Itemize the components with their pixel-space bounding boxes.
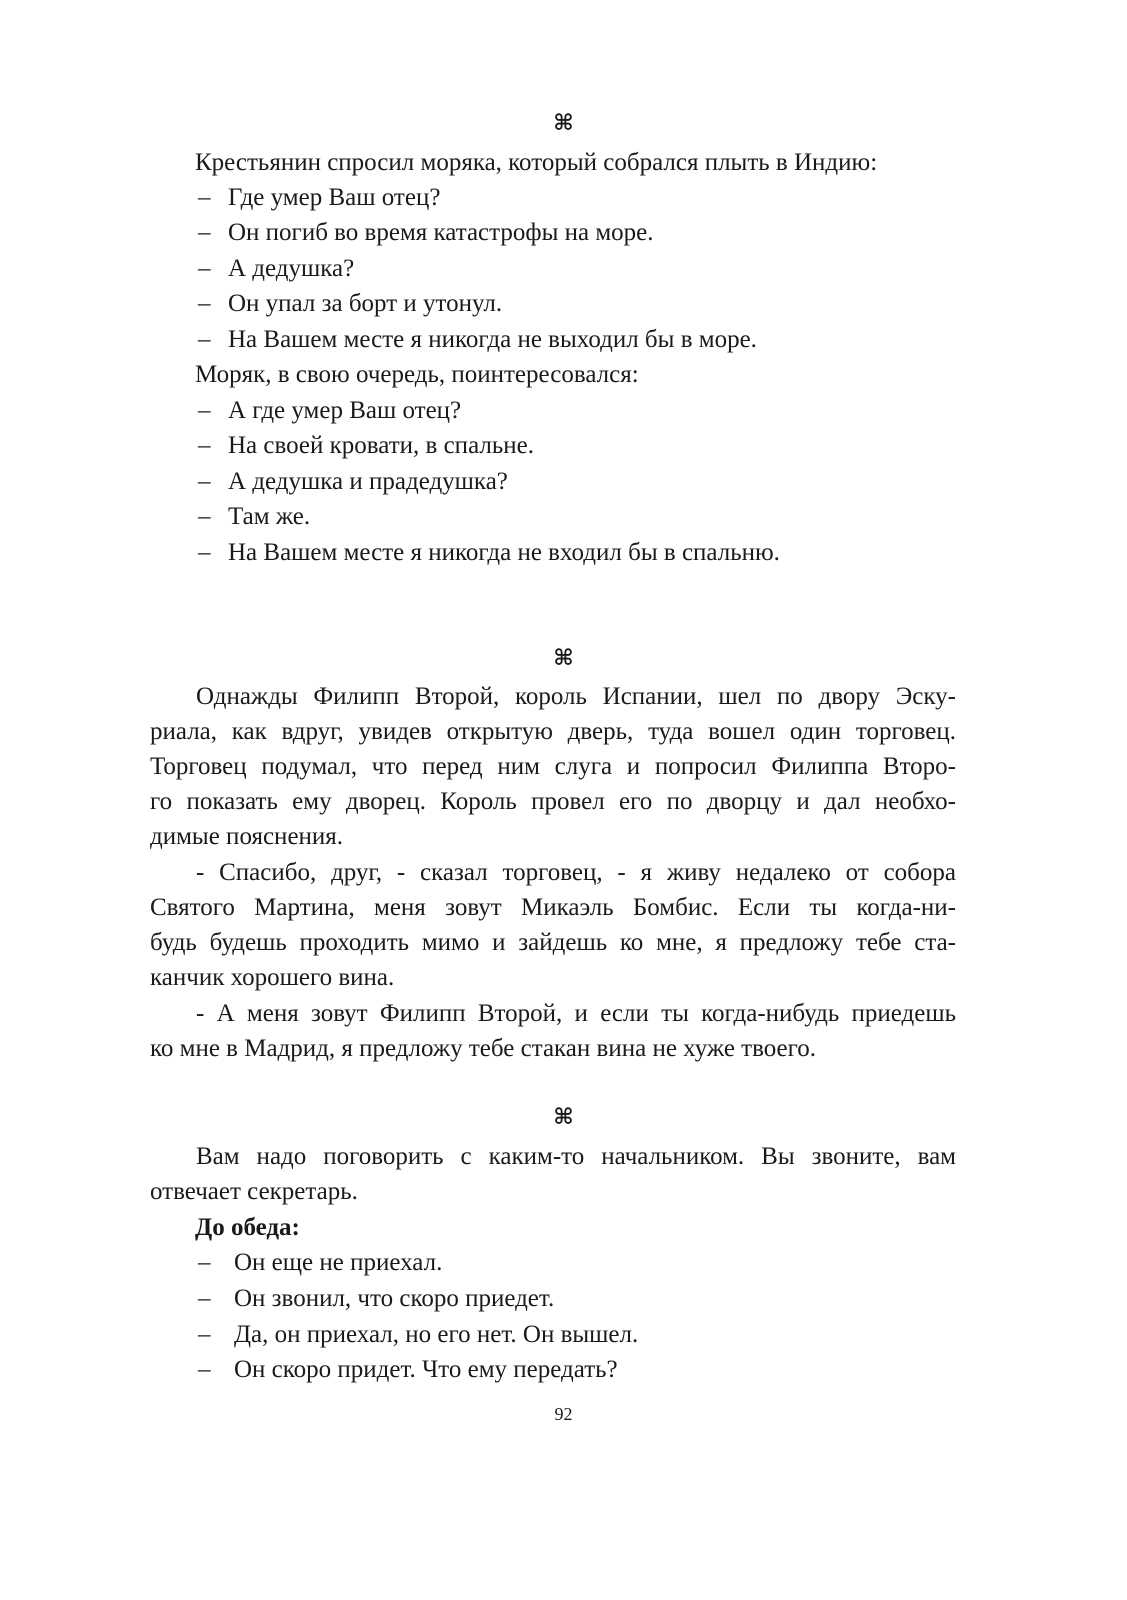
story2-line: Однажды Филипп Второй, король Испании, шел по двору Эску- <box>196 683 956 710</box>
story3-line: отвечает секретарь. <box>150 1178 358 1205</box>
book-page: ⌘ Крестьянин спросил моряка, который собрался плыть в Индию: – Где умер Ваш отец? – Он погиб во время катастрофы на море. – А дедушка? – Он упал за борт и утонул. – На Вашем месте я никогда не выходил бы в море. Моряк, в свою очередь, поинтересовался: – А где умер Ваш отец? – На своей кровати, в спальне. – А дедушка и прадедушка? – Там же. – На Вашем месте я никогда не входил бы в спальню. ⌘ Однажды Филипп Второй, король Испании, шел по двору Эску- риала, как вдруг, увидев открытую дверь, туда вошел один торговец. Торговец подумал, что перед ним слуга и попросил Филиппа Второ- го показать ему дворец. Король провел его по дворцу и дал необхо- димые пояснения. - Спасибо, друг, - сказал торговец, - я живу недалеко от собора Святого Мартина, меня зовут Микаэль Бомбис. Если ты когда-ни- будь будешь проходить мимо и зайдешь ко мне, я предложу тебе ста- канчик хорошего вина. - А меня зовут Филипп Второй, и если ты когда-нибудь приедешь ко мне в Мадрид, я предложу тебе стакан вина не хуже твоего. ⌘ Вам надо поговорить с каким-то начальником. Вы звоните, вам отвечает секретарь. До обеда: – Он еще не приехал. – Он звонил, что скоро приедет. – Да, он приехал, но его нет. Он вышел. – Он скоро придет. Что ему передать? 92 <box>0 0 1127 1600</box>
section-separator-icon: ⌘ <box>553 111 574 136</box>
story2-line: Святого Мартина, меня зовут Микаэль Бомбис. Если ты когда-ни- <box>150 894 956 921</box>
story2-line: будь будешь проходить мимо и зайдешь ко мне, я предложу тебе ста- <box>150 929 956 956</box>
section-separator-icon: ⌘ <box>553 646 574 671</box>
story2-line: - Спасибо, друг, - сказал торговец, - я живу недалеко от собора <box>196 859 956 886</box>
story2-line: го показать ему дворец. Король провел его по дворцу и дал необхо- <box>150 788 956 815</box>
story3-heading: До обеда: <box>195 1214 300 1241</box>
page-number: 92 <box>554 1404 573 1424</box>
story2-line: - А меня зовут Филипп Второй, и если ты когда-нибудь приедешь <box>196 1000 956 1027</box>
story2-line: канчик хорошего вина. <box>150 964 395 991</box>
section-separator-icon: ⌘ <box>553 1105 574 1130</box>
story2-line: димые пояснения. <box>150 823 344 850</box>
story2-line: Торговец подумал, что перед ним слуга и попросил Филиппа Второ- <box>150 753 956 780</box>
story3-line: Вам надо поговорить с каким-то начальником. Вы звоните, вам <box>196 1143 956 1170</box>
story1-intro: Крестьянин спросил моряка, который собрался плыть в Индию: <box>195 149 878 176</box>
story1-middle: Моряк, в свою очередь, поинтересовался: <box>195 361 639 388</box>
story2-line: риала, как вдруг, увидев открытую дверь, туда вошел один торговец. <box>150 718 956 745</box>
story2-line: ко мне в Мадрид, я предложу тебе стакан вина не хуже твоего. <box>150 1035 817 1062</box>
